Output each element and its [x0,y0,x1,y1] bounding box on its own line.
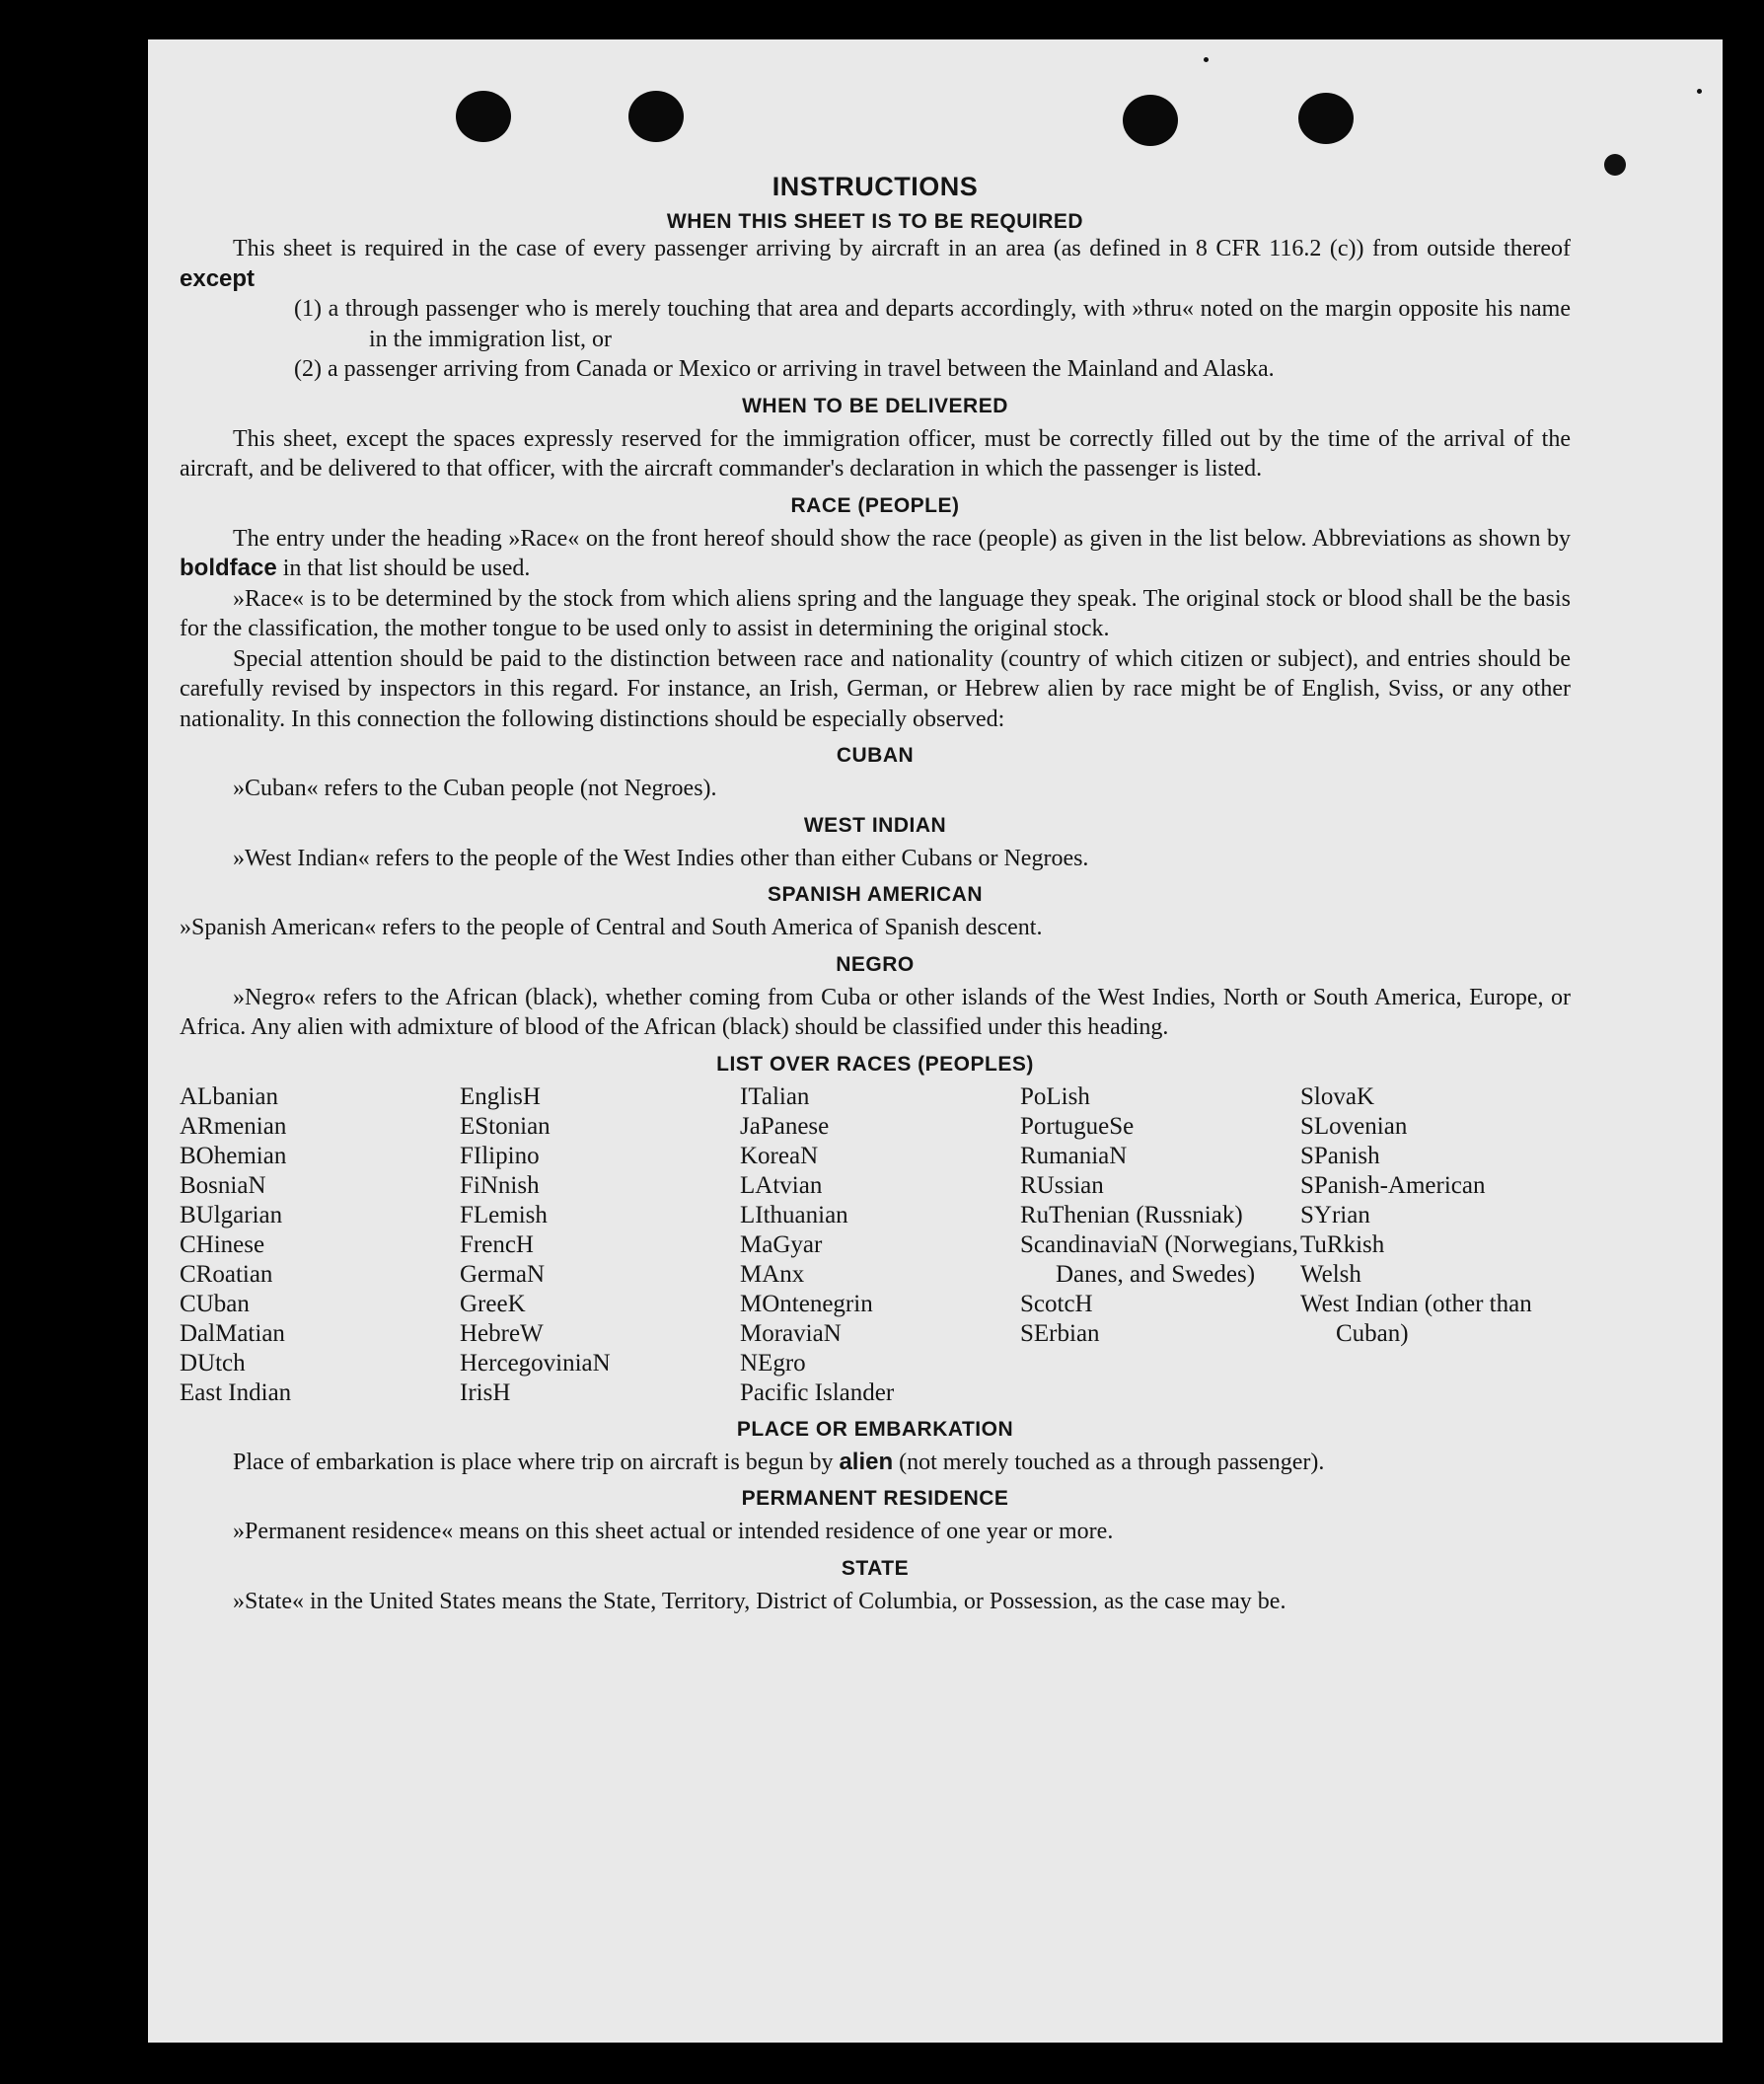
race-list-item: MaGyar [740,1230,823,1258]
race-list-item: Welsh [1300,1260,1361,1288]
race-list-item: LAtvian [740,1171,823,1199]
race-list-item: GermaN [460,1260,546,1288]
race-list-item: LIthuanian [740,1201,848,1228]
section-heading-spanish-american: SPANISH AMERICAN [767,883,983,906]
race-p1-text-end: in that list should be used. [282,556,531,581]
race-list-item: CUban [180,1290,250,1317]
race-list-item: KoreaN [740,1142,819,1169]
punch-hole [1123,95,1178,146]
race-list-item: ScotcH [1020,1290,1093,1317]
race-list-item: CHinese [180,1230,265,1258]
race-list-item: Pacific Islander [740,1378,895,1406]
required-intro-text: This sheet is required in the case of every passenger arriving by aircraft in an area (as defined in 8 CFR 116.2 (c)) from outside thereof [233,236,1571,261]
race-list-item: FiNnish [460,1171,540,1199]
race-list-item: ITalian [740,1082,810,1110]
required-intro-bold: except [180,264,256,292]
race-list-item: JaPanese [740,1112,830,1140]
section-heading-embarkation: PLACE OR EMBARKATION [736,1417,1014,1441]
race-list-column [1020,1082,1300,1408]
state-text: »State« in the United States means the State, Territory, District of Columbia, or Possession, as the case may be. [233,1588,1286,1614]
race-list-item: SYrian [1300,1201,1370,1228]
section-heading-residence: PERMANENT RESIDENCE [741,1487,1009,1510]
race-list-item: RumaniaN [1020,1142,1128,1169]
delivered-text: This sheet, except the spaces expressly reserved for the immigration officer, must be correctly filled out by the time of the arrival of the aircraft, and be delivered to that officer, with the aircraft commander's declaration in which the passenger is listed. [180,425,1571,482]
embarkation-text [180,1448,1571,1478]
section-heading-west-indian: WEST INDIAN [803,813,947,837]
race-list-item: RUssian [1020,1171,1104,1199]
race-list-item: FrencH [460,1230,534,1258]
race-list-column [180,1082,460,1408]
race-list-item: ALbanian [180,1082,278,1110]
cuban-text: »Cuban« refers to the Cuban people (not Negroes). [233,776,717,801]
race-list-item: HercegoviniaN [460,1349,611,1377]
race-list-item: SLovenian [1300,1112,1408,1140]
required-item-2: (2) a passenger arriving from Canada or Mexico or arriving in travel between the Mainland and Alaska. [294,356,1275,382]
race-list-item: SErbian [1020,1319,1100,1347]
required-intro [180,234,1571,294]
race-list-item: BosniaN [180,1171,266,1199]
residence-text: »Permanent residence« means on this sheet actual or intended residence of one year or more. [233,1519,1114,1544]
race-list-item: FLemish [460,1201,548,1228]
race-paragraph-2: »Race« is to be determined by the stock from which aliens spring and the language they speak. The original stock or blood shall be the basis for the classification, the mother tongue to be used only to assist in determining the original stock. [180,585,1571,641]
embarkation-text-bold: alien [839,1448,894,1475]
race-list-item: BUlgarian [180,1201,283,1228]
ink-speck [1697,89,1702,94]
west-indian-text: »West Indian« refers to the people of the West Indies other than either Cubans or Negroes. [233,845,1089,871]
race-list-item: ScandinaviaN (Norwegians, Danes, and Swedes) [1020,1230,1298,1288]
section-heading-state: STATE [841,1556,910,1580]
ink-speck [1204,57,1209,62]
punch-hole [456,91,511,142]
race-p1-bold: boldface [180,555,277,581]
race-list-item: SlovaK [1300,1082,1374,1110]
race-list-item: EStonian [460,1112,551,1140]
race-list-item: East Indian [180,1378,292,1406]
section-heading-delivered: WHEN TO BE DELIVERED [742,394,1008,417]
ink-speck [1604,154,1626,176]
page-title: INSTRUCTIONS [772,172,979,201]
punch-hole [628,91,684,142]
race-list-item: GreeK [460,1290,526,1317]
document-page [148,39,1723,2043]
race-list-column [1300,1082,1580,1408]
race-list-item: West Indian (other than Cuban) [1300,1290,1532,1347]
race-list-item: FIlipino [460,1142,540,1169]
race-list-item: EnglisH [460,1082,541,1110]
required-item-1: (1) a through passenger who is merely touching that area and departs accordingly, with »thru« noted on the margin opposite his name in the immigration list, or [294,296,1571,352]
race-p1-text: The entry under the heading »Race« on the front hereof should show the race (people) as given in the list below. Abbreviations as shown by [233,525,1571,552]
race-list-item: CRoatian [180,1260,273,1288]
section-heading-required: WHEN THIS SHEET IS TO BE REQUIRED [666,210,1084,233]
instructions-content [180,172,1571,1616]
section-heading-race-list: LIST OVER RACES (PEOPLES) [716,1052,1034,1076]
race-list-item: DalMatian [180,1319,285,1347]
race-list-item: MoraviaN [740,1319,842,1347]
race-list-column [740,1082,1020,1408]
section-heading-race: RACE (PEOPLE) [790,493,960,517]
race-list-item: TuRkish [1300,1230,1385,1258]
race-paragraph-3: Special attention should be paid to the distinction between race and nationality (country of which citizen or subject), and entries should be carefully revised by inspectors in this regard. For instance, an Irish, German, or Hebrew alien by race might be of English, Sviss, or any other nationality. In this connection the following distinctions should be especially observed: [180,645,1571,732]
negro-text: »Negro« refers to the African (black), whether coming from Cuba or other islands of the West Indies, North or South America, Europe, or Africa. Any alien with admixture of blood of the African (black) should be classified under this heading. [180,984,1571,1040]
embarkation-text-start: Place of embarkation is place where trip on aircraft is begun by [233,1449,834,1475]
race-list-item: ARmenian [180,1112,287,1140]
race-list-item: SPanish-American [1300,1171,1486,1199]
race-paragraph-1 [180,524,1571,584]
race-list-item: HebreW [460,1319,544,1347]
race-list-item: SPanish [1300,1142,1380,1169]
embarkation-text-end: (not merely touched as a through passenger). [899,1449,1325,1475]
spanish-american-text: »Spanish American« refers to the people of Central and South America of Spanish descent. [180,915,1043,940]
race-list-item: BOhemian [180,1142,287,1169]
race-list-column [460,1082,740,1408]
race-list-item: MOntenegrin [740,1290,873,1317]
race-list-item: MAnx [740,1260,805,1288]
race-list-item: IrisH [460,1378,511,1406]
punch-hole [1298,93,1354,144]
section-heading-cuban: CUBAN [836,744,915,767]
section-heading-negro: NEGRO [836,952,915,976]
race-list-item: PortugueSe [1020,1112,1135,1140]
race-list-item: RuThenian (Russniak) [1020,1201,1243,1228]
race-list-item: DUtch [180,1349,246,1377]
race-list-item: PoLish [1020,1082,1090,1110]
race-list [180,1082,1571,1408]
race-list-item: NEgro [740,1349,806,1377]
